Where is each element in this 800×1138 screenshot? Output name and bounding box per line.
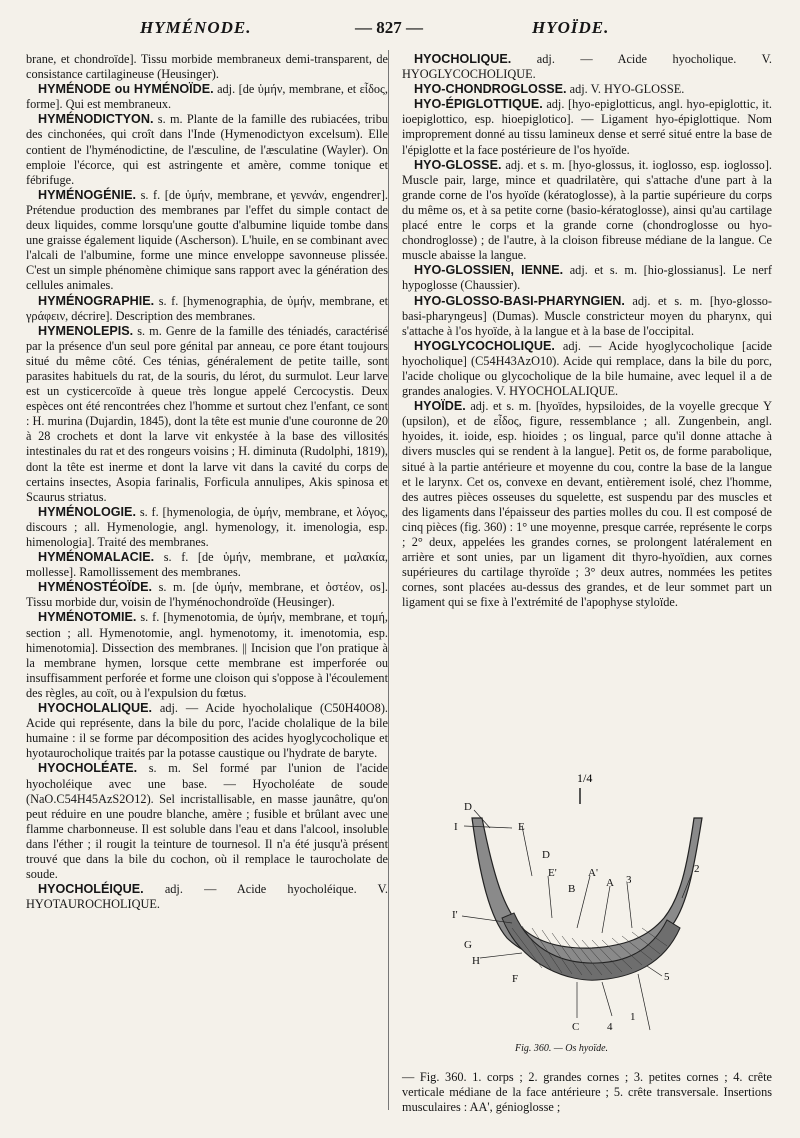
figure-label: A' bbox=[588, 867, 598, 879]
figure-label: 5 bbox=[664, 971, 670, 983]
headword: HYOCHOLIQUE. bbox=[414, 52, 512, 66]
entry-text: adj. et s. m. [hio-glossianus]. Le nerf hypoglosse (Chaussier). bbox=[402, 263, 772, 293]
entry-text: adj. V. HYO-GLOSSE. bbox=[569, 82, 685, 97]
hyoid-bone-figure bbox=[402, 768, 772, 1068]
entry-text: s. m. Plante de la famille des rubiacées, tribu des cinchonées, qui croît dans l'Inde (Hymenodictyon excelsum). Elle contient de l'hyménodictine, de l'æsculine, de l'æsculatine (Wayler). On emploie l'écorce, qui est astringente et amère, comme tonique et fébrifuge. bbox=[26, 112, 388, 187]
headword: HYMÉNODE ou HYMÉNOÏDE. bbox=[38, 82, 214, 97]
entry-text: adj. et s. m. [hyo-glosso-basi-pharyngeus] (Dumas). Muscle constricteur moyen du pharynx, qui s'attache à l'os hyoïde, à la langue et à la base de l'occipital. bbox=[402, 293, 773, 338]
column-divider bbox=[388, 50, 389, 1110]
dictionary-entry bbox=[26, 550, 388, 580]
headword: HYOCHOLÉIQUE. bbox=[38, 882, 144, 897]
dictionary-entry bbox=[26, 324, 388, 505]
headword: HYMENOLEPIS. bbox=[38, 323, 134, 338]
figure-label: A bbox=[606, 877, 614, 889]
headword: HYMÉNOLOGIE. bbox=[38, 504, 136, 519]
dictionary-entry bbox=[26, 761, 388, 882]
headword: HYOCHOLÉATE. bbox=[38, 761, 138, 776]
headword: HYMÉNOTOMIE. bbox=[38, 610, 137, 625]
scale-label: 1/4 bbox=[577, 771, 593, 785]
figure-label: I bbox=[454, 821, 458, 833]
headword: HYO-CHONDROGLOSSE. bbox=[414, 82, 567, 97]
headword: HYMÉNOSTÉOÏDE. bbox=[38, 580, 153, 595]
entry-text: adj. — Acide hyocholéique. V. HYOTAUROCHOLIQUE. bbox=[26, 882, 388, 912]
dictionary-entry bbox=[402, 82, 772, 97]
dictionary-entry bbox=[26, 580, 388, 610]
dictionary-entry bbox=[402, 158, 772, 264]
entry-text: s. m. [de ὑμήν, membrane, et ὀστέον, os]. Tissu morbide dur, voisin de l'hyménochondroïde (Heusinger). bbox=[26, 580, 388, 610]
figure-label: G bbox=[464, 939, 472, 951]
dictionary-entry: brane, et chondroïde]. Tissu morbide membraneux demi-transparent, de consistance cartilagineuse (Heusinger). bbox=[26, 52, 388, 82]
entry-text: s. f. [de ὑμήν, membrane, et μαλακία, mollesse]. Ramollissement des membranes. bbox=[26, 550, 389, 580]
left-column bbox=[26, 52, 388, 912]
right-column bbox=[402, 52, 772, 610]
figure-label: 2 bbox=[694, 863, 700, 875]
entry-text: s. f. [hymenographia, de ὑμήν, membrane, et γράφειν, décrire]. Description des membranes. bbox=[26, 293, 388, 323]
figure-label: B bbox=[568, 883, 576, 895]
dictionary-entry bbox=[26, 882, 388, 912]
dictionary-entry bbox=[26, 112, 388, 187]
headword: HYMÉNOGRAPHIE. bbox=[38, 293, 155, 308]
page-number: — 827 — bbox=[355, 18, 423, 37]
dictionary-entry bbox=[402, 294, 772, 339]
running-head-right: HYOÏDE. bbox=[532, 18, 610, 37]
entry-text: s. f. [hymenologia, de ὑμήν, membrane, et λόγος, discours ; all. Hymenologie, angl. hymenology, it. imenologia, esp. himenologia]. Traité des membranes. bbox=[26, 504, 388, 549]
dictionary-entry bbox=[26, 505, 388, 550]
figure-caption: — Fig. 360. 1. corps ; 2. grandes cornes ; 3. petites cornes ; 4. crête verticale médiane de la face antérieure ; 5. crête transversale. Insertions musculaires : AA', génioglosse ; bbox=[402, 1070, 772, 1115]
page-header bbox=[0, 0, 800, 40]
headword: HYMÉNODICTYON. bbox=[38, 112, 154, 127]
dictionary-entry bbox=[26, 82, 388, 112]
dictionary-entry bbox=[26, 610, 388, 701]
dictionary-entry bbox=[402, 97, 772, 157]
figure-label: E bbox=[518, 821, 525, 833]
headword: HYOGLYCOCHOLIQUE. bbox=[414, 338, 555, 353]
figure-label: H bbox=[472, 955, 480, 967]
entry-text: adj. [de ὑμήν, membrane, et εἶδος, forme]. Qui est membraneux. bbox=[26, 82, 388, 112]
figure-label: E' bbox=[548, 867, 557, 879]
dictionary-entry bbox=[26, 701, 388, 761]
headword: HYO-GLOSSE. bbox=[414, 157, 502, 172]
entry-text: s. f. [de ὑμήν, membrane, et γεννάν, engendrer]. Prétendue production des membranes par l'effet du simple contact de deux liquides, comme lorsqu'une goutte d'albumine liquide tombe dans une graisse également liquide (Ascherson). L'huile, en se combinant avec l'alcali de l'albumine, forme une mince enveloppe savonneuse plissée. C'est un simple phénomène chimique sans rapport avec la génération des cellules animales. bbox=[26, 187, 388, 293]
headword: HYOÏDE. bbox=[414, 399, 466, 414]
dictionary-entry bbox=[402, 52, 772, 82]
entry-text: adj. et s. m. [hyo-glossus, it. ioglosso, esp. ioglosso]. Muscle pair, large, mince et quadrilatère, qui s'attache d'une part à la grande corne de l'os hyoïde (kératoglosse), à la partie supérieure du corps du même os, et à sa petite corne (basio-kératoglosse), ainsi qu'au cartilage placé entre le corps et la grande corne (chondroglosse ou hyo-chondroglosse) ; de l'autre, à la cloison fibreuse médiane de la langue. Ce muscle abaisse la langue. bbox=[402, 157, 772, 263]
entry-text: s. m. Genre de la famille des téniadés, caractérisé par la présence d'un seul pore génital par anneau, ce pore étant toujours situé du même côté. Ces ténias, généralement de petite taille, sont parasites habituels du rat, de la souris, du lérot, du surmulot. Leur larve est un cysticercoïde à queue très longue appelé Cercocystis. Deux espèces ont été rencontrées chez l'homme et surtout chez l'enfant, ce sont : H. murina (Dujardin, 1845), dont la tête est munie d'une couronne de 20 à 28 crochets et dont la larve vit enkystée à la base des villosités intestinales du rat et des rongeurs voisins ; H. diminuta (Rudolphi, 1819), dont la tête est inerme et dont la larve vit dans la cavité du corps de certains insectes, Asopia farinalis, Forficula annulipes, Akis spinosa et Scaurus striatus. bbox=[26, 323, 388, 504]
entry-text: adj. et s. m. [hyoïdes, hypsiloides, de la voyelle grecque Υ (upsilon), et de εἶδος, figure, ressemblance ; all. Zungenbein, angl. hyoides, it. ioide, esp. hioides ; os lingual, parce qu'il donne attache à divers muscles qui se rendent à la langue]. Petit os, de forme parabolique, situé à la partie antérieure et moyenne du cou, contre la base de la langue et le larynx. Cet os, convexe en devant, entièrement isolé, chez l'homme, des autres pièces osseuses du squelette, est suspendu par des muscles et des ligaments dans l'épaisseur des parties molles du cou. Il est composé de cinq pièces (fig. 360) : 1° une moyenne, presque carrée, représente le corps ; 2° deux, appelées les grandes cornes, se prolongent latéralement en arrière et sont unies, par un ligament dit thyro-hyoïdien, aux cornes supérieures du cartilage thyroïde ; 3° deux autres, nommées les petites cornes, sont placées au-dessus des grandes, et de leur sommet part un ligament qui se fixe à l'extrémité de l'apophyse styloïde. bbox=[402, 399, 773, 610]
entry-text: s. f. [hymenotomia, de ὑμήν, membrane, et τομή, section ; all. Hymenotomie, angl. hymenotomy, it. imenotomia, esp. himenotomia]. Dissection des membranes. || Incision que l'on pratique à la membrane hymen, lorsque cette membrane est imperforée ou insuffisamment perforée et forme une cloison qui s'oppose à l'écoulement des règles, au coït, ou à l'expulsion du fœtus. bbox=[26, 610, 388, 700]
figure-label: 3 bbox=[626, 874, 632, 886]
entry-text: adj. — Acide hyocholique. V. HYOGLYCOCHOLIQUE. bbox=[402, 52, 772, 82]
dictionary-entry bbox=[402, 339, 772, 399]
figure-title: Fig. 360. — Os hyoïde. bbox=[515, 1043, 609, 1054]
figure-label: 4 bbox=[607, 1021, 613, 1033]
dictionary-entry bbox=[402, 263, 772, 293]
entry-text: adj. — Acide hyoglycocholique [acide hyocholique] (C54H43AzO10). Acide qui remplace, dans la bile du porc, l'acide cholique ou glycocholique de la bile humaine, avec lequel il a de grandes analogies. V. HYOCHOLALIQUE. bbox=[402, 338, 773, 399]
headword: HYMÉNOGÉNIE. bbox=[38, 187, 136, 202]
entry-text: adj. [hyo-epiglotticus, angl. hyo-epiglottic, it. ioepiglottico, esp. hioepiglotico]. — Ligament hyo-épiglottique. Nom improprement donné au tissu lamineux dense et serré situé entre la base de l'épiglotte et la face postérieure de l'os hyoïde. bbox=[402, 97, 772, 157]
figure-label: C bbox=[572, 1021, 580, 1033]
figure-label: D bbox=[542, 849, 550, 861]
figure-labels bbox=[452, 801, 700, 1033]
headword: HYMÉNOMALACIE. bbox=[38, 550, 155, 565]
figure-label: I' bbox=[452, 909, 458, 921]
figure-label: 1 bbox=[630, 1011, 636, 1023]
figure-label: F bbox=[512, 973, 519, 985]
headword: HYOCHOLALIQUE. bbox=[38, 701, 153, 716]
running-head-left: HYMÉNODE. bbox=[140, 18, 252, 37]
dictionary-entry bbox=[26, 188, 388, 294]
entry-text: adj. — Acide hyocholalique (C50H40O8). Acide qui représente, dans la bile du porc, l'acide cholalique de la bile humaine : il se forme par décomposition des acides hyoglycocholique et hyotaurocholique traités par la potasse caustique ou l'hydrate de baryte. bbox=[26, 701, 388, 761]
headword: HYO-GLOSSIEN, IENNE. bbox=[414, 263, 564, 278]
headword: HYO-GLOSSO-BASI-PHARYNGIEN. bbox=[414, 293, 625, 308]
figure-label: D bbox=[464, 801, 472, 813]
entry-text: s. m. Sel formé par l'union de l'acide hyocholéique avec une base. — Hyocholéate de soude (NaO.C54H45AzS2O12). Sel incristallisable, en masse jaunâtre, qu'on peut réduire en une poudre blanche, amère ; fusible et brûlant avec une flamme charbonneuse. Il est soluble dans l'eau et dans l'alcool, insoluble dans l'éther ; il rougit la teinture de tournesol. Il n'a été jusqu'à présent trouvé que dans la bile du cochon, où il remplace le taurocholate de soude. bbox=[26, 761, 388, 882]
dictionary-entry bbox=[402, 399, 772, 610]
headword: HYO-ÉPIGLOTTIQUE. bbox=[414, 97, 543, 112]
dictionary-entry bbox=[26, 294, 388, 324]
